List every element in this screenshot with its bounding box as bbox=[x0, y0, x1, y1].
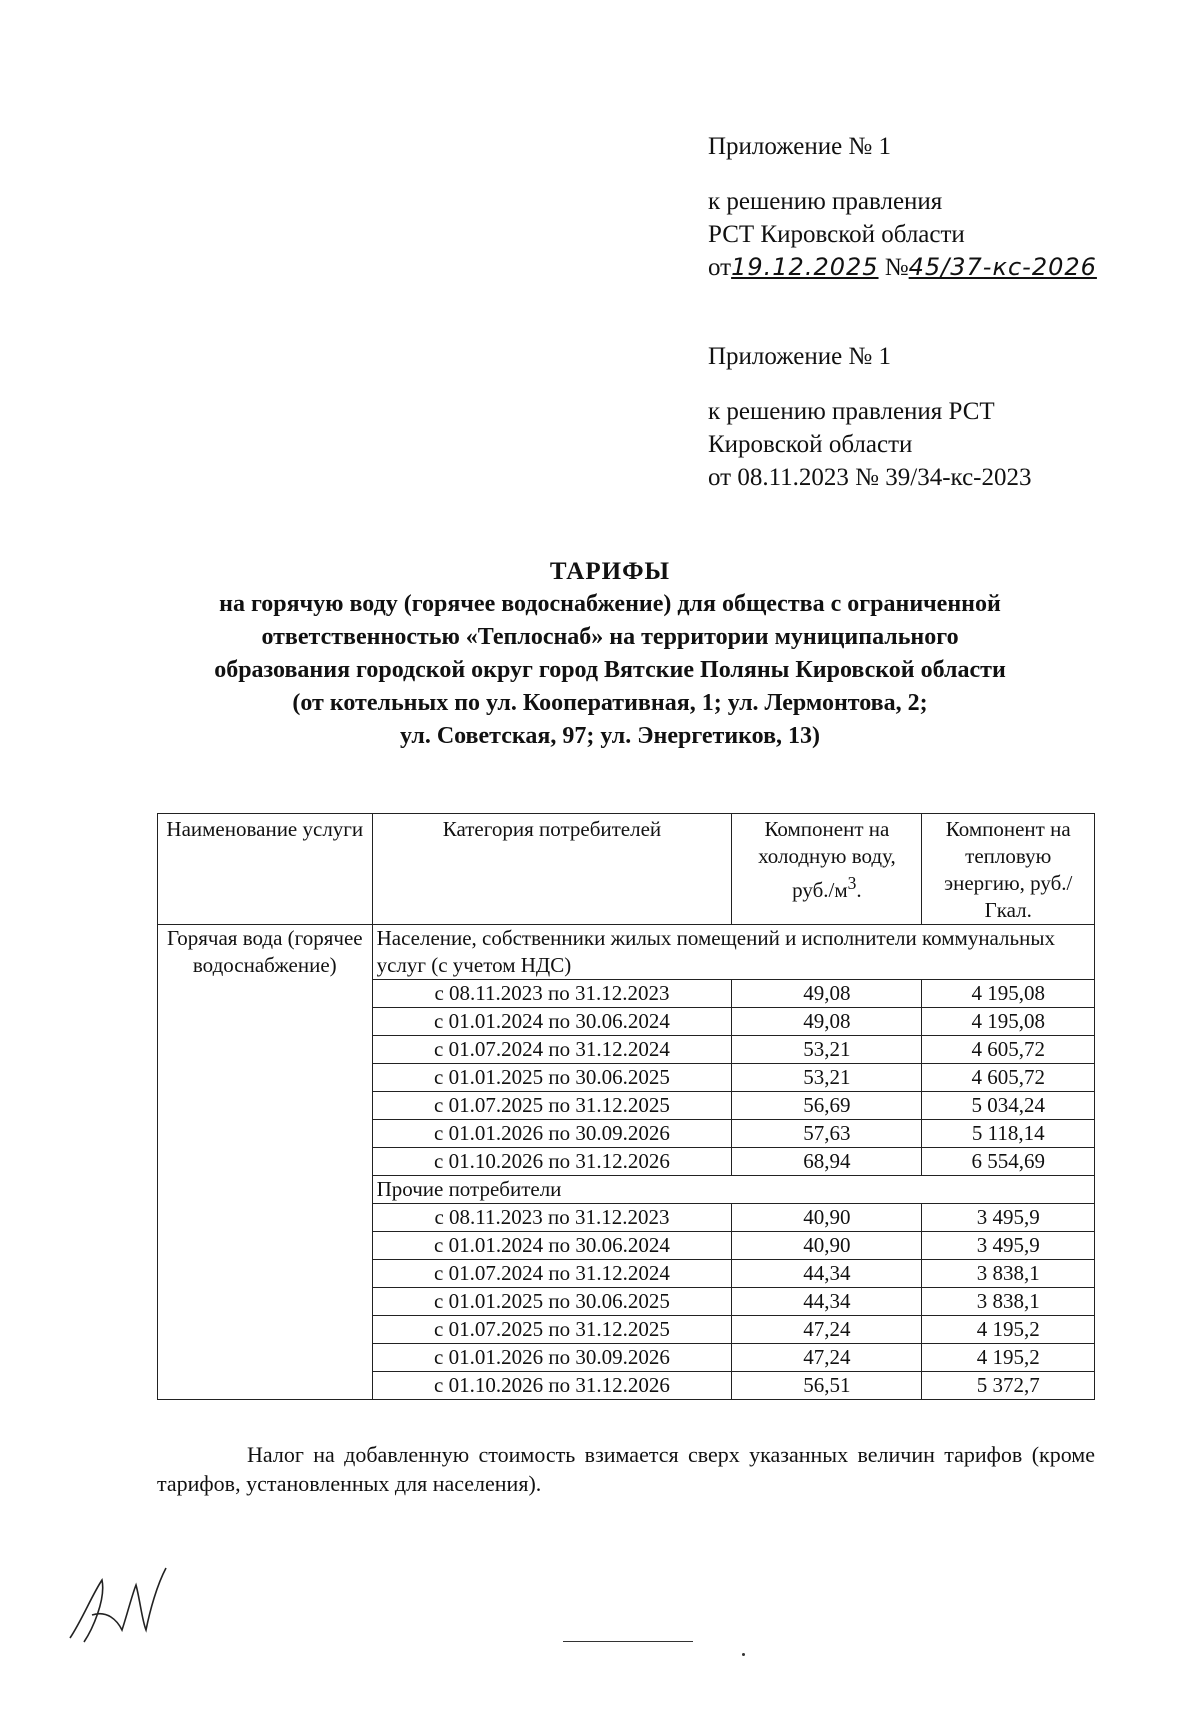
period-cell: с 01.01.2025 по 30.06.2025 bbox=[372, 1288, 732, 1316]
period-cell: с 01.10.2026 по 31.12.2026 bbox=[372, 1148, 732, 1176]
appendix-new-number-prefix: № bbox=[884, 254, 909, 281]
heading-line2: ответственностью «Теплоснаб» на территории муниципального bbox=[261, 624, 959, 650]
appendix-new-date-line bbox=[708, 251, 1097, 284]
heat-energy-cell: 5 034,24 bbox=[922, 1092, 1095, 1120]
heading-line4: (от котельных по ул. Кооперативная, 1; ул. Лермонтова, 2; bbox=[292, 690, 928, 716]
period-cell: с 01.07.2024 по 31.12.2024 bbox=[372, 1036, 732, 1064]
period-cell: с 01.01.2024 по 30.06.2024 bbox=[372, 1232, 732, 1260]
period-cell: с 01.07.2025 по 31.12.2025 bbox=[372, 1316, 732, 1344]
period-cell: с 08.11.2023 по 31.12.2023 bbox=[372, 980, 732, 1008]
appendix-old-line1: к решению правления РСТ bbox=[708, 398, 995, 425]
appendix-new-line1: к решению правления bbox=[708, 188, 943, 215]
heat-energy-cell: 4 195,2 bbox=[922, 1316, 1095, 1344]
header-cold-text: Компонент на холодную воду, руб./м bbox=[758, 817, 896, 902]
vat-note: Налог на добавленную стоимость взимается сверх указанных величин тарифов (кроме тарифов, установленных для населения). bbox=[157, 1442, 1095, 1496]
period-cell: с 01.10.2026 по 31.12.2026 bbox=[372, 1372, 732, 1400]
heat-energy-cell: 5 118,14 bbox=[922, 1120, 1095, 1148]
cold-water-cell: 56,51 bbox=[732, 1372, 922, 1400]
period-cell: с 01.01.2026 по 30.09.2026 bbox=[372, 1120, 732, 1148]
heat-energy-cell: 4 195,2 bbox=[922, 1344, 1095, 1372]
appendix-new-date-prefix: от bbox=[708, 254, 732, 281]
cold-water-cell: 47,24 bbox=[732, 1344, 922, 1372]
heat-energy-cell: 6 554,69 bbox=[922, 1148, 1095, 1176]
cold-water-cell: 40,90 bbox=[732, 1204, 922, 1232]
header-service: Наименование услуги bbox=[158, 814, 373, 925]
cold-water-cell: 57,63 bbox=[732, 1120, 922, 1148]
cold-water-cell: 53,21 bbox=[732, 1064, 922, 1092]
appendix-new-block bbox=[708, 130, 1097, 284]
category-residential: Население, собственники жилых помещений и исполнители коммунальных услуг (с учетом НДС) bbox=[372, 925, 1094, 980]
service-name: Горячая вода (горячее водоснабжение) bbox=[158, 925, 373, 1400]
heat-energy-cell: 3 495,9 bbox=[922, 1232, 1095, 1260]
scan-bottom-edge bbox=[0, 1712, 1200, 1716]
heat-energy-cell: 3 838,1 bbox=[922, 1288, 1095, 1316]
cold-water-cell: 68,94 bbox=[732, 1148, 922, 1176]
appendix-new-date: 19.12.2025 bbox=[731, 253, 879, 281]
period-cell: с 01.01.2026 по 30.09.2026 bbox=[372, 1344, 732, 1372]
document-heading bbox=[120, 555, 1100, 753]
cold-water-cell: 49,08 bbox=[732, 1008, 922, 1036]
heading-main: ТАРИФЫ bbox=[549, 558, 671, 585]
appendix-new-line2: РСТ Кировской области bbox=[708, 221, 965, 248]
tariff-table-body bbox=[158, 925, 1095, 1400]
signature-mark bbox=[62, 1560, 172, 1650]
heat-energy-cell: 4 195,08 bbox=[922, 1008, 1095, 1036]
heading-line3: образования городской округ город Вятские Поляны Кировской области bbox=[214, 657, 1006, 683]
header-cold-sup: 3 bbox=[847, 873, 857, 893]
cold-water-cell: 44,34 bbox=[732, 1288, 922, 1316]
heat-energy-cell: 3 495,9 bbox=[922, 1204, 1095, 1232]
tariff-table bbox=[157, 813, 1095, 1400]
heat-energy-cell: 5 372,7 bbox=[922, 1372, 1095, 1400]
appendix-new-number: 45/37-кс-2026 bbox=[908, 253, 1097, 281]
header-category: Категория потребителей bbox=[372, 814, 732, 925]
header-cold-water bbox=[732, 814, 922, 925]
appendix-old-block bbox=[708, 340, 1032, 494]
header-heat-energy: Компонент на тепловую энергию, руб./Гкал. bbox=[922, 814, 1095, 925]
cold-water-cell: 56,69 bbox=[732, 1092, 922, 1120]
heading-line1: на горячую воду (горячее водоснабжение) для общества с ограниченной bbox=[219, 591, 1001, 617]
appendix-old-title: Приложение № 1 bbox=[708, 343, 892, 370]
cold-water-cell: 40,90 bbox=[732, 1232, 922, 1260]
heat-energy-cell: 4 605,72 bbox=[922, 1036, 1095, 1064]
period-cell: с 01.01.2024 по 30.06.2024 bbox=[372, 1008, 732, 1036]
period-cell: с 01.07.2025 по 31.12.2025 bbox=[372, 1092, 732, 1120]
cold-water-cell: 49,08 bbox=[732, 980, 922, 1008]
period-cell: с 01.01.2025 по 30.06.2025 bbox=[372, 1064, 732, 1092]
heat-energy-cell: 3 838,1 bbox=[922, 1260, 1095, 1288]
heat-energy-cell: 4 195,08 bbox=[922, 980, 1095, 1008]
cold-water-cell: 47,24 bbox=[732, 1316, 922, 1344]
appendix-new-title: Приложение № 1 bbox=[708, 133, 892, 160]
header-cold-tail: . bbox=[856, 878, 862, 902]
table-header-row bbox=[158, 814, 1095, 925]
category-other: Прочие потребители bbox=[372, 1176, 1094, 1204]
heading-line5: ул. Советская, 97; ул. Энергетиков, 13) bbox=[399, 723, 821, 749]
period-cell: с 08.11.2023 по 31.12.2023 bbox=[372, 1204, 732, 1232]
end-dot bbox=[742, 1653, 745, 1656]
cold-water-cell: 44,34 bbox=[732, 1260, 922, 1288]
cold-water-cell: 53,21 bbox=[732, 1036, 922, 1064]
period-cell: с 01.07.2024 по 31.12.2024 bbox=[372, 1260, 732, 1288]
heat-energy-cell: 4 605,72 bbox=[922, 1064, 1095, 1092]
end-rule bbox=[563, 1641, 693, 1642]
group-category-row bbox=[158, 925, 1095, 980]
appendix-old-line2: Кировской области bbox=[708, 431, 913, 458]
appendix-old-line3: от 08.11.2023 № 39/34-кс-2023 bbox=[708, 464, 1032, 491]
